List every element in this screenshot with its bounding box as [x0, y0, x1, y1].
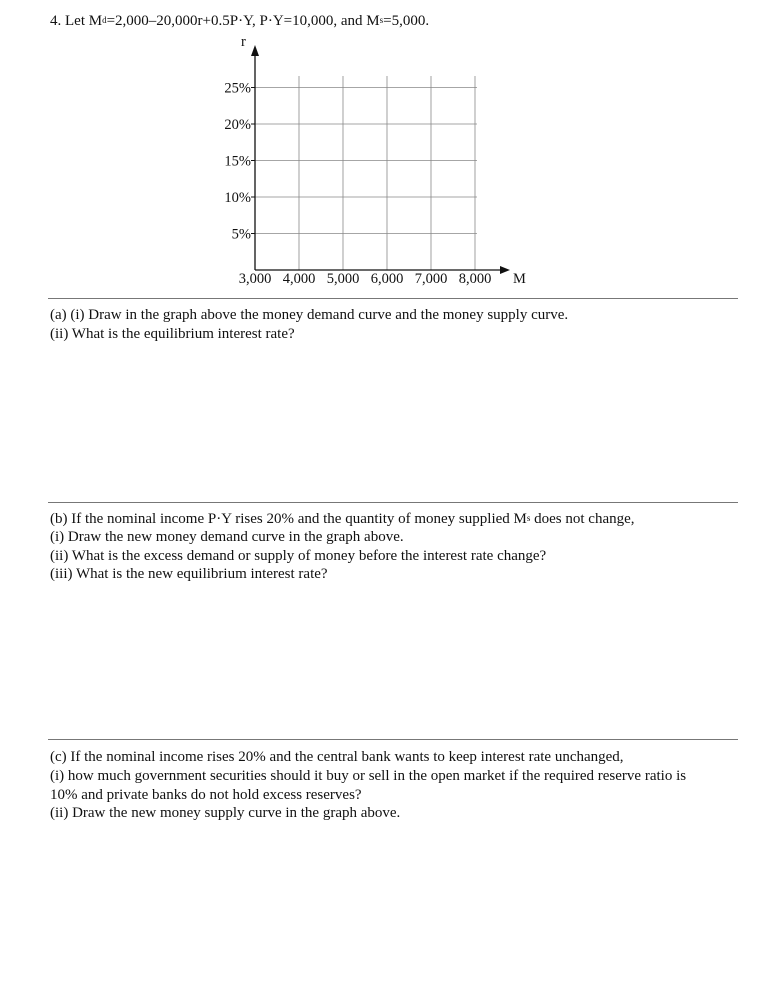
part-b-line-2: (i) Draw the new money demand curve in the graph above. — [50, 529, 404, 545]
part-b-line-3: (ii) What is the excess demand or supply of money before the interest rate change? — [50, 548, 547, 564]
ms-superscript: s — [526, 513, 531, 523]
divider — [48, 298, 738, 299]
y-tick-label: 5% — [231, 226, 251, 243]
ms-superscript: s — [379, 15, 384, 25]
problem-intro: Let M — [65, 13, 103, 29]
part-c-line-1: (c) If the nominal income rises 20% and the central bank wants to keep interest rate unchanged, — [50, 749, 624, 765]
part-b-line-4: (iii) What is the new equilibrium interest rate? — [50, 566, 328, 582]
x-axis-arrow-icon — [500, 266, 510, 274]
x-tick-label: 8,000 — [458, 271, 492, 287]
problem-number: 4. — [50, 13, 62, 29]
x-tick-label: 6,000 — [370, 271, 404, 287]
part-a-line-1: (a) (i) Draw in the graph above the money demand curve and the money supply curve. — [50, 307, 569, 323]
part-b-line-1-text: (b) If the nominal income P·Y rises 20% and the quantity of money supplied M — [50, 511, 527, 527]
x-axis-label: M — [513, 271, 526, 287]
part-b-line-1 — [50, 510, 635, 529]
x-tick-label: 3,000 — [238, 271, 272, 287]
divider — [48, 739, 738, 740]
money-supply-equation: =5,000. — [383, 13, 430, 29]
y-tick-label: 20% — [224, 117, 251, 133]
md-superscript: d — [102, 15, 107, 25]
part-b-line-1-tail: does not change, — [530, 511, 635, 527]
y-axis-label: r — [241, 34, 246, 50]
y-axis-arrow-icon — [251, 45, 259, 56]
part-c-line-3: 10% and private banks do not hold excess reserves? — [50, 787, 362, 803]
part-c-line-4: (ii) Draw the new money supply curve in the graph above. — [50, 805, 401, 821]
y-tick-label: 10% — [224, 190, 251, 206]
chart-grid — [255, 76, 477, 270]
y-tick-label: 25% — [224, 80, 251, 97]
money-demand-equation: =2,000–20,000r+0.5P·Y, P·Y=10,000, and M — [106, 13, 380, 29]
part-c-line-2: (i) how much government securities should it buy or sell in the open market if the required reserve ratio is — [50, 768, 687, 784]
chart-tick-labels — [224, 81, 491, 288]
money-market-chart — [0, 0, 774, 300]
divider — [48, 502, 738, 503]
x-tick-label: 4,000 — [282, 271, 316, 287]
y-tick-label: 15% — [224, 153, 251, 170]
part-a-line-2: (ii) What is the equilibrium interest rate? — [50, 326, 295, 342]
x-tick-label: 5,000 — [326, 271, 360, 287]
x-tick-label: 7,000 — [414, 271, 448, 287]
